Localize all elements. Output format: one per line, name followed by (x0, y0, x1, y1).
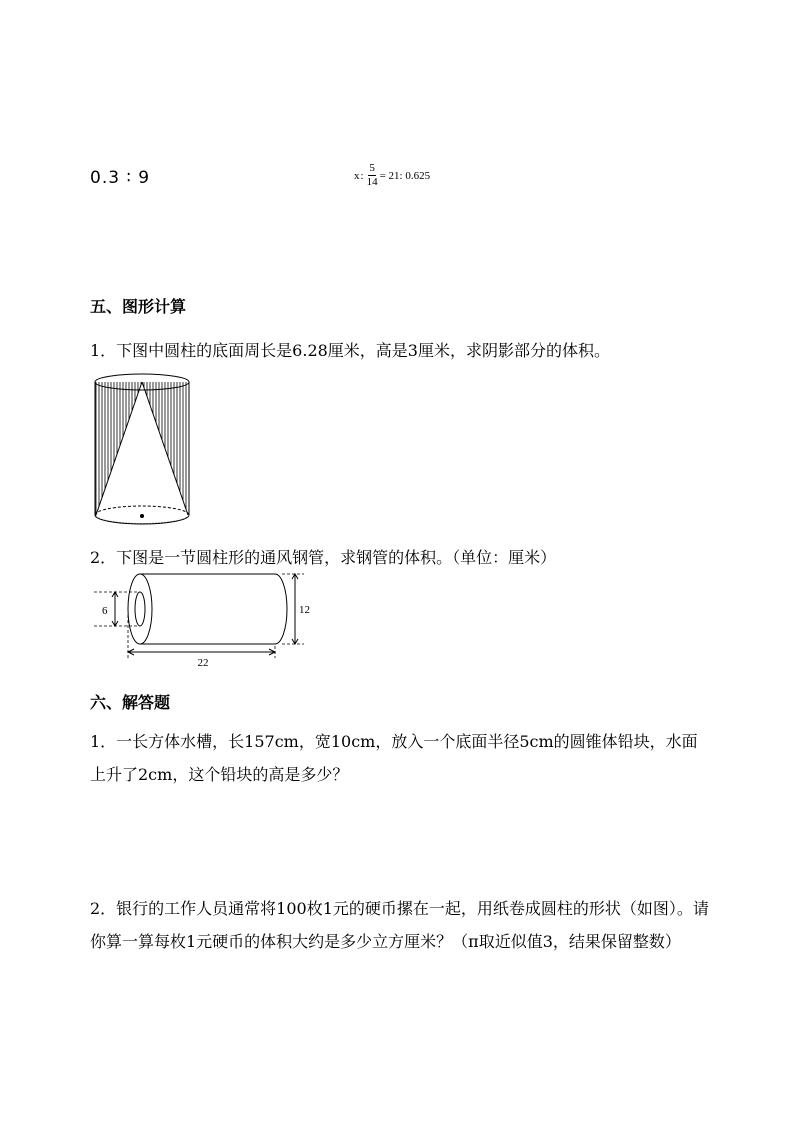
equation-fraction (367, 162, 378, 189)
equation-colon: : (360, 169, 364, 182)
section-title-word-problems: 六、解答题 (90, 693, 171, 712)
pipe-length-label: 22 (197, 657, 209, 669)
fraction-numerator: 5 (369, 162, 375, 174)
fraction-denominator: 14 (366, 176, 378, 188)
question-coin-stack: 2．银行的工作人员通常将100枚1元的硬币摞在一起，用纸卷成圆柱的形状（如图）。请你算一算每枚1元硬币的体积大约是多少立方厘米？（π取近似值3，结果保留整数） (90, 899, 709, 951)
equation-rest: = 21: 0.625 (379, 169, 431, 182)
question-2-pipe: 2．下图是一节圆柱形的通风钢管，求钢管的体积。（单位：厘米） (90, 548, 557, 567)
question-lead-block: 1．一长方体水槽，长157cm，宽10cm，放入一个底面半径5cm的圆锥体铅块，水面上升了2cm，这个铅块的高是多少？ (90, 732, 698, 784)
equation-variable: x (354, 169, 360, 182)
section-title-geometry: 五、图形计算 (90, 297, 187, 316)
question-1-cylinder: 1．下图中圆柱的底面周长是6.28厘米，高是3厘米，求阴影部分的体积。 (90, 341, 610, 360)
pipe-figure (92, 570, 322, 670)
pipe-inner-diameter-label: 6 (102, 605, 108, 617)
proportion-equation (354, 162, 430, 189)
pipe-outer-diameter-label: 12 (299, 604, 310, 616)
ratio-expression: 0.3 ∶ 9 (90, 168, 151, 188)
cylinder-cone-figure (92, 372, 192, 530)
